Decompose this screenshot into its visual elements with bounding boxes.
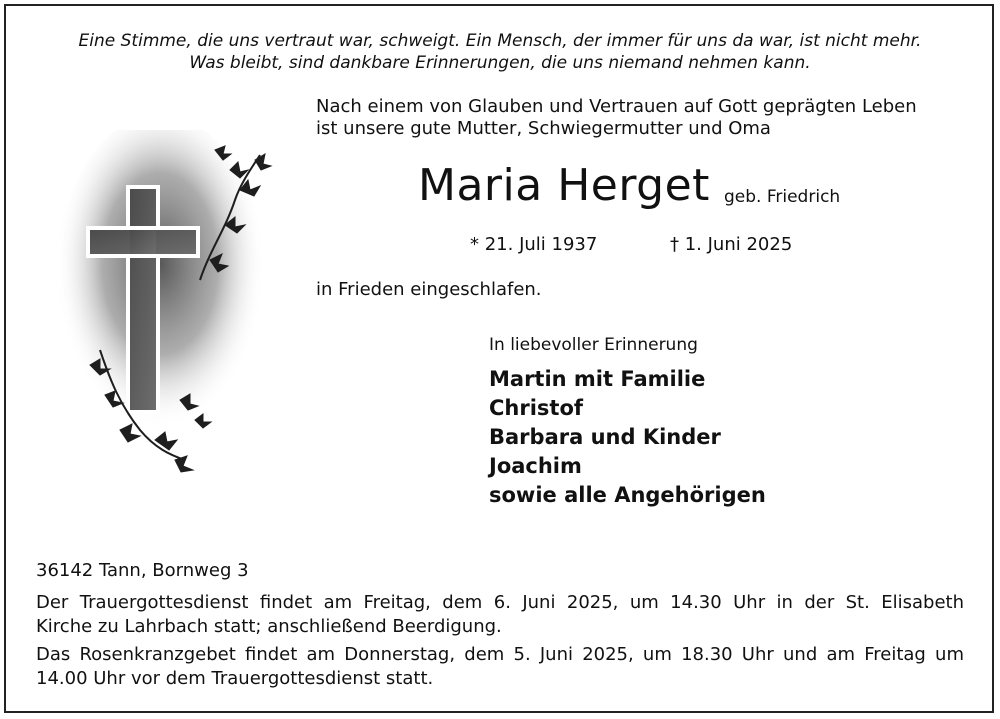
mourner-1: Martin mit Familie: [489, 367, 706, 391]
cross-ivy-graphic: [60, 130, 280, 480]
mourner-2: Christof: [489, 396, 584, 420]
mourner-3: Barbara und Kinder: [489, 425, 721, 449]
mourner-5: sowie alle Angehörigen: [489, 483, 766, 507]
service-line-3: Das Rosenkranzgebet findet am Donnerstag, dem 5. Juni 2025, um 18.30 Uhr und am Freitag um: [36, 644, 964, 665]
cross-with-ivy-image: [60, 130, 280, 480]
shadow-halo: [60, 130, 265, 445]
death-date: † 1. Juni 2025: [670, 234, 793, 255]
remembrance-heading: In liebevoller Erinnerung: [489, 335, 698, 355]
intro-line-1: Nach einem von Glauben und Vertrauen auf Gott geprägten Leben: [316, 96, 917, 117]
motto-line-1: Eine Stimme, die uns vertraut war, schweigt. Ein Mensch, der immer für uns da war, ist nicht mehr.: [78, 31, 922, 51]
birth-name: geb. Friedrich: [724, 187, 841, 207]
peace-text: in Frieden eingeschlafen.: [316, 279, 542, 300]
service-line-2: Kirche zu Lahrbach statt; anschließend Beerdigung.: [36, 616, 502, 637]
birth-date: * 21. Juli 1937: [470, 234, 598, 255]
service-line-1: Der Trauergottesdienst findet am Freitag, dem 6. Juni 2025, um 14.30 Uhr in der St. Elisabeth: [36, 592, 964, 613]
motto-line-2: Was bleibt, sind dankbare Erinnerungen, die uns niemand nehmen kann.: [189, 53, 811, 73]
deceased-name: Maria Herget: [418, 160, 710, 211]
intro-line-2: ist unsere gute Mutter, Schwiegermutter und Oma: [316, 118, 771, 139]
service-line-4: 14.00 Uhr vor dem Trauergottesdienst statt.: [36, 668, 434, 689]
mourner-4: Joachim: [489, 454, 582, 478]
address: 36142 Tann, Bornweg 3: [36, 560, 249, 581]
